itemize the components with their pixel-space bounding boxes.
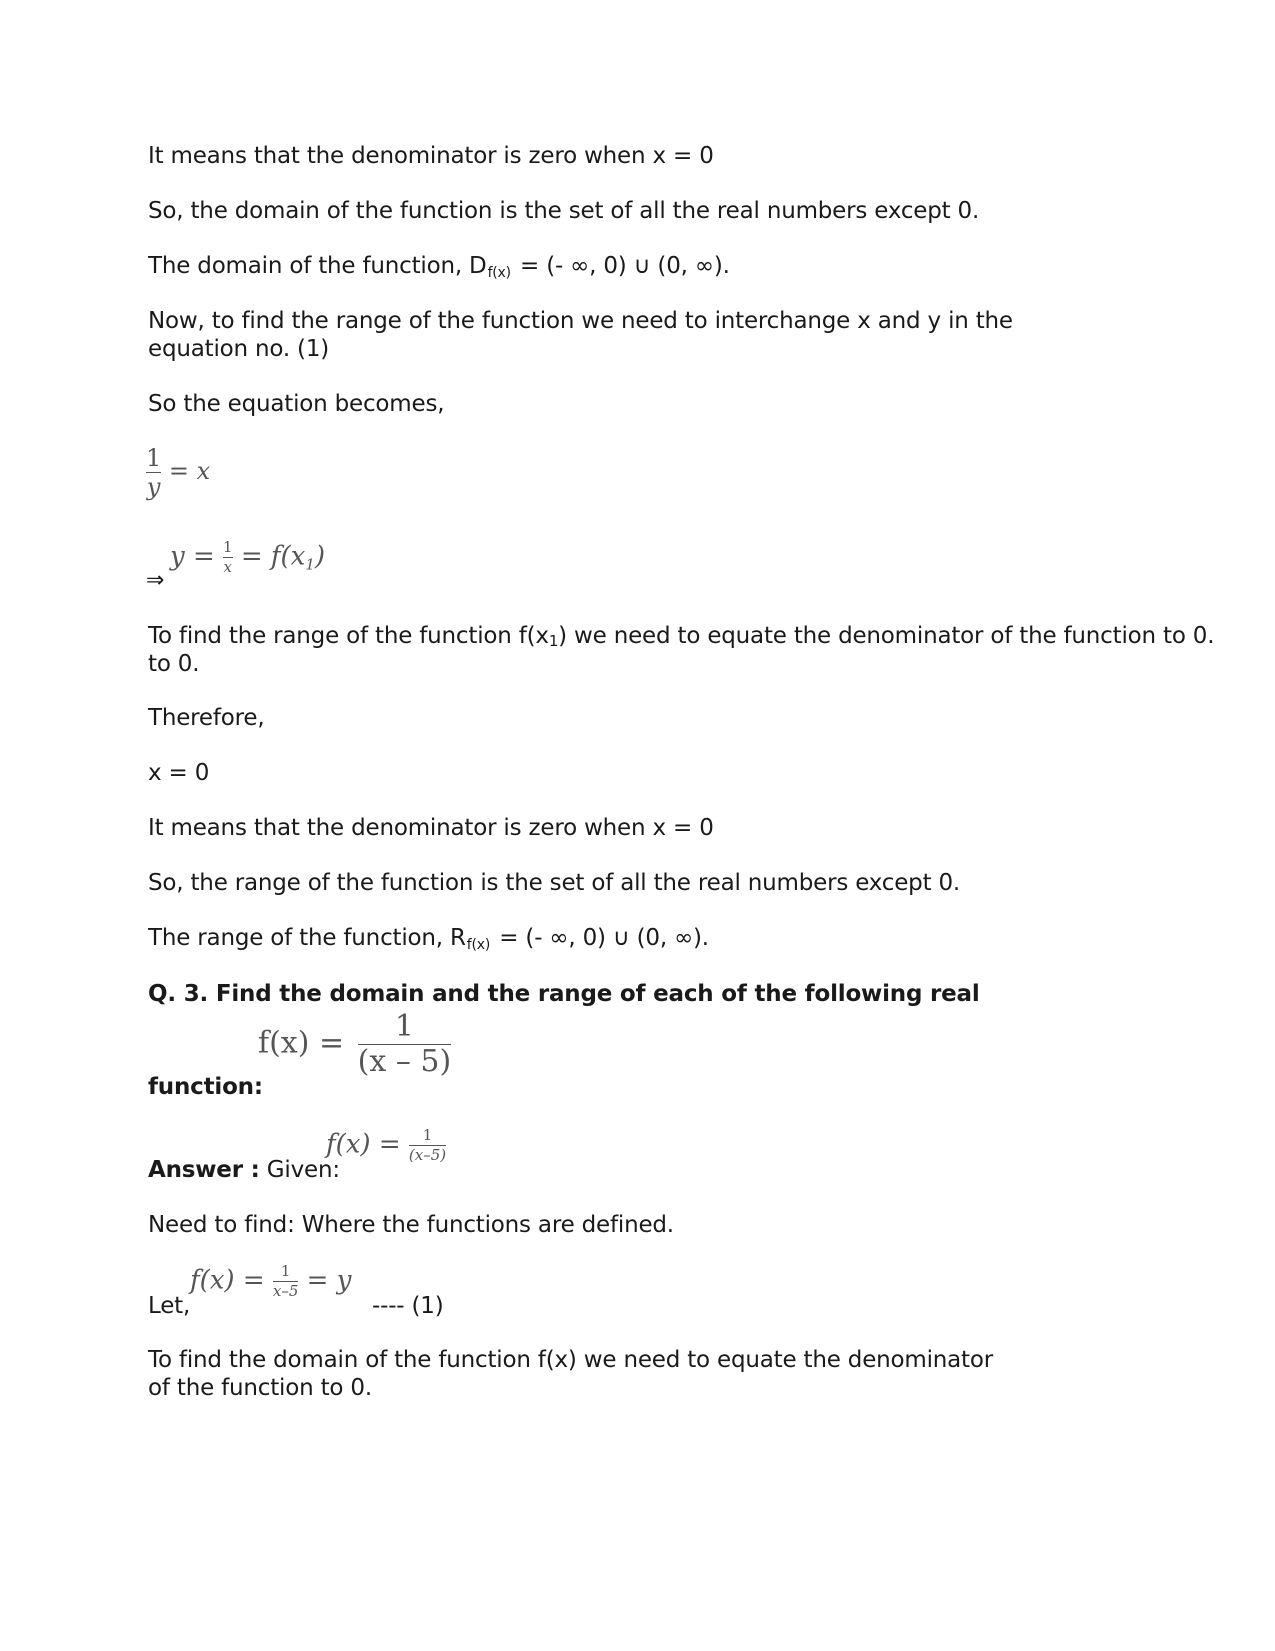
text: To find the range of the function f(x bbox=[148, 623, 549, 649]
rhs-close: ) bbox=[314, 541, 326, 572]
paragraph-domain bbox=[148, 252, 730, 287]
lhs: f(x) = bbox=[190, 1265, 265, 1296]
fraction bbox=[409, 1128, 446, 1163]
lhs: y = bbox=[170, 541, 215, 572]
let-label: Let, bbox=[148, 1293, 191, 1319]
text: Given: bbox=[259, 1157, 340, 1183]
fraction bbox=[146, 446, 161, 499]
subscript: 1 bbox=[305, 555, 315, 574]
subscript: f(x) bbox=[466, 937, 491, 953]
question-heading bbox=[148, 980, 980, 1008]
subscript: 1 bbox=[548, 632, 559, 650]
paragraph: To find the domain of the function f(x) we need to equate the denominator of the function to 0. bbox=[148, 1347, 994, 1401]
paragraph: x = 0 bbox=[148, 760, 210, 786]
paragraph-range bbox=[148, 622, 1214, 655]
paragraph-range-result bbox=[148, 924, 709, 959]
paragraph: Therefore, bbox=[148, 705, 265, 731]
paragraph: Need to find: Where the functions are defined. bbox=[148, 1212, 674, 1238]
question-text: function: bbox=[148, 1074, 263, 1100]
implies-arrow: ⇒ bbox=[146, 568, 165, 593]
fraction bbox=[273, 1264, 299, 1299]
paragraph: It means that the denominator is zero when x = 0 bbox=[148, 143, 714, 169]
fraction bbox=[223, 540, 233, 575]
paragraph: Now, to find the range of the function we need to interchange x and y in the equation no. (1) bbox=[148, 308, 1013, 362]
denominator: (x–5) bbox=[408, 1146, 447, 1164]
text: = (- ∞, 0) ∪ (0, ∞). bbox=[492, 925, 709, 951]
denominator: x bbox=[223, 558, 233, 576]
answer-line bbox=[148, 1156, 340, 1184]
paragraph: So the equation becomes, bbox=[148, 391, 445, 417]
paragraph-continuation: to 0. bbox=[148, 651, 200, 677]
numerator: 1 bbox=[223, 538, 233, 556]
question-heading-continuation bbox=[148, 1073, 263, 1101]
let-equation bbox=[190, 1264, 351, 1299]
denominator: x–5 bbox=[272, 1282, 299, 1300]
denominator: (x – 5) bbox=[357, 1044, 452, 1079]
given-equation bbox=[326, 1128, 446, 1163]
question-text: Q. 3. Find the domain and the range of each of the following real bbox=[148, 981, 980, 1007]
rhs: = x bbox=[168, 457, 211, 485]
equation-inverse bbox=[146, 446, 210, 499]
paragraph: So, the domain of the function is the set of all the real numbers except 0. bbox=[148, 198, 980, 224]
subscript: f(x) bbox=[487, 265, 511, 281]
equation-y bbox=[170, 540, 325, 575]
paragraph: So, the range of the function is the set of all the real numbers except 0. bbox=[148, 870, 961, 896]
fraction bbox=[357, 1009, 452, 1079]
equation-tag: ---- (1) bbox=[372, 1293, 444, 1319]
numerator: 1 bbox=[394, 1009, 414, 1044]
question-equation bbox=[258, 1009, 452, 1079]
numerator: 1 bbox=[422, 1126, 433, 1144]
rhs: = f(x bbox=[240, 541, 306, 572]
text: = (- ∞, 0) ∪ (0, ∞). bbox=[512, 253, 730, 279]
paragraph: It means that the denominator is zero when x = 0 bbox=[148, 815, 714, 841]
answer-label: Answer : bbox=[148, 1157, 260, 1183]
text: The range of the function, R bbox=[148, 925, 466, 951]
text: The domain of the function, D bbox=[148, 253, 487, 279]
text: ) we need to equate the denominator of the function to 0. bbox=[558, 623, 1215, 649]
denominator: y bbox=[146, 473, 161, 501]
lhs: f(x) = bbox=[326, 1129, 401, 1160]
numerator: 1 bbox=[146, 444, 162, 472]
rhs: = y bbox=[306, 1265, 352, 1296]
numerator: 1 bbox=[280, 1262, 291, 1280]
lhs: f(x) = bbox=[258, 1025, 345, 1061]
